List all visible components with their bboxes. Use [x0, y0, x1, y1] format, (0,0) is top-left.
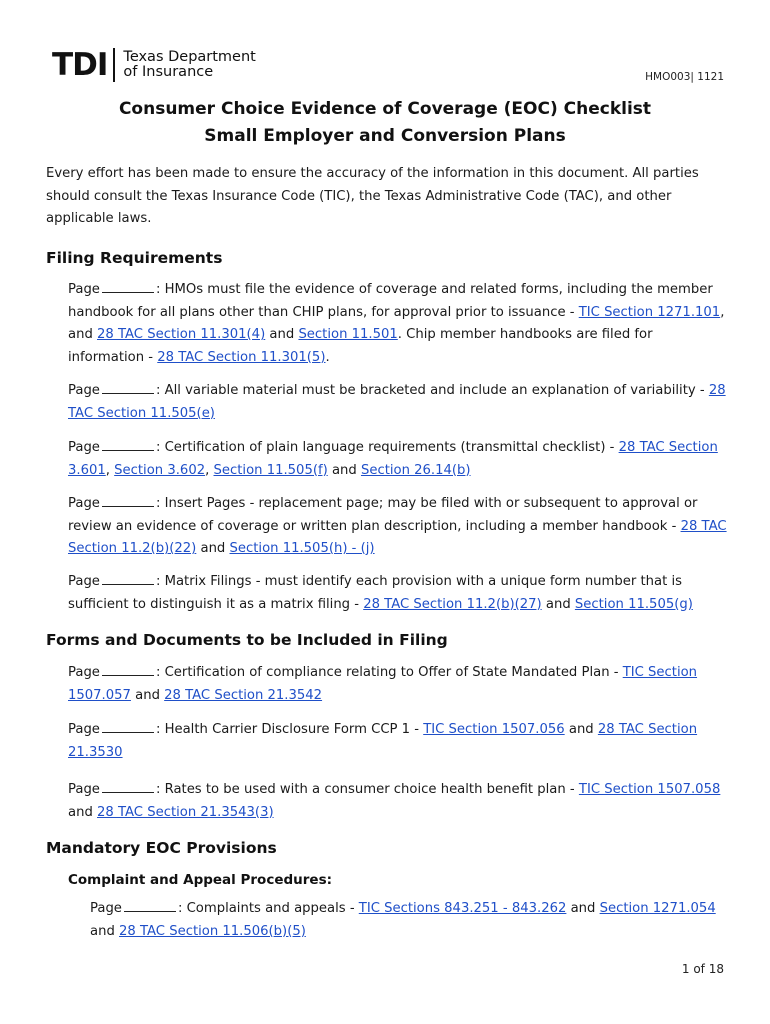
document-title — [0, 96, 770, 150]
title-line-1: Consumer Choice Evidence of Coverage (EOC) Checklist — [118, 99, 652, 119]
intro-paragraph: Every effort has been made to ensure the accuracy of the information in this document. All parties should consult the Texas Insurance Code (TIC), the Texas Administrative Code (TAC), and other applicable laws. — [46, 166, 699, 226]
page-label: Page — [68, 496, 100, 511]
item-text: , — [205, 462, 214, 478]
reference-link[interactable]: 28 TAC Section 11.505(e) — [68, 383, 726, 421]
page-blank[interactable] — [102, 572, 154, 585]
reference-link[interactable]: 28 TAC Section 21.3542 — [164, 687, 323, 703]
section-heading-mandatory: Mandatory EOC Provisions — [46, 839, 277, 857]
logo-divider — [113, 48, 115, 82]
page-blank[interactable] — [102, 663, 154, 676]
item-text: . Chip member handbooks are filed for information - — [68, 327, 653, 365]
reference-link[interactable]: TIC Section 1507.058 — [578, 782, 721, 797]
page-blank[interactable] — [102, 780, 154, 793]
logo-line-1: Texas Department — [123, 49, 256, 65]
reference-link[interactable]: 28 TAC Section 11.2(b)(27) — [363, 596, 542, 612]
reference-link[interactable]: 28 TAC Section 11.301(5) — [157, 349, 326, 365]
page-blank[interactable] — [102, 720, 154, 733]
reference-link[interactable]: TIC Section 1507.057 — [68, 665, 698, 703]
reference-link[interactable]: TIC Sections 843.251 - 843.262 — [358, 901, 567, 916]
logo-line-2: of Insurance — [123, 64, 214, 80]
item-text: and — [564, 722, 598, 737]
reference-link[interactable]: TIC Section 1507.056 — [423, 722, 565, 737]
checklist-item — [68, 380, 728, 425]
reference-link[interactable]: Section 11.505(h) - (j) — [229, 541, 375, 556]
item-text: : Rates to be used with a consumer choice health benefit plan - — [155, 782, 579, 797]
reference-link[interactable]: 28 TAC Section 21.3530 — [68, 722, 698, 760]
item-text: : Matrix Filings - must identify each provision with a unique form number that is sufficient to distinguish it as a matrix filing - — [68, 574, 682, 612]
item-text: and — [265, 327, 299, 342]
page-number: 1 of 18 — [681, 962, 724, 976]
subheading-complaints: Complaint and Appeal Procedures: — [68, 872, 333, 888]
reference-link[interactable]: 28 TAC Section 3.601 — [68, 440, 718, 478]
reference-link[interactable]: TIC Section 1271.101 — [578, 304, 721, 320]
checklist-item — [68, 779, 728, 824]
item-text: , — [105, 462, 115, 478]
item-text: : Complaints and appeals - — [177, 901, 359, 916]
reference-link[interactable]: 28 TAC Section 21.3543(3) — [97, 804, 274, 820]
reference-link[interactable]: Section 3.602 — [114, 462, 206, 478]
logo-agency-name — [123, 50, 255, 80]
item-text: : Certification of compliance relating to Offer of State Mandated Plan - — [155, 665, 623, 680]
section-heading-filing: Filing Requirements — [46, 249, 223, 267]
reference-link[interactable]: 28 TAC Section 11.2(b)(22) — [68, 518, 727, 556]
page-label: Page — [68, 665, 100, 680]
checklist-item — [68, 279, 728, 369]
item-text: : All variable material must be bracketed and include an explanation of variability - — [155, 383, 709, 398]
item-text: : HMOs must file the evidence of coverage and related forms, including the member handbook for all plans other than CHIP plans, for approval prior to issuance - — [68, 282, 713, 320]
item-text: , and — [68, 304, 725, 342]
page-label: Page — [68, 574, 100, 589]
reference-link[interactable]: Section 11.505(g) — [574, 596, 693, 612]
item-text: : Health Carrier Disclosure Form CCP 1 - — [155, 722, 424, 737]
title-line-2: Small Employer and Conversion Plans — [204, 126, 566, 146]
reference-link[interactable]: 28 TAC Section 11.301(4) — [97, 327, 266, 342]
page-label: Page — [68, 782, 100, 797]
page-label: Page — [90, 901, 122, 916]
checklist-item — [68, 662, 728, 707]
item-text: and — [130, 687, 165, 703]
reference-link[interactable]: 28 TAC Section 11.506(b)(5) — [119, 923, 306, 939]
item-text: : Insert Pages - replacement page; may be filed with or subsequent to approval or review an evidence of coverage or written plan description, including a member handbook - — [68, 496, 698, 534]
item-text: and — [327, 462, 361, 478]
checklist-item — [68, 571, 728, 616]
checklist-item — [90, 898, 728, 943]
page-label: Page — [68, 282, 100, 297]
page-blank[interactable] — [102, 280, 154, 293]
page-label: Page — [68, 722, 100, 737]
page-label: Page — [68, 440, 100, 455]
item-text: . — [325, 349, 330, 365]
page-blank[interactable] — [102, 438, 154, 451]
page-blank[interactable] — [124, 899, 176, 912]
reference-link[interactable]: Section 11.501 — [298, 327, 398, 342]
checklist-item — [68, 437, 728, 482]
reference-link[interactable]: Section 1271.054 — [599, 901, 716, 916]
page-blank[interactable] — [102, 494, 154, 507]
item-text: and — [541, 596, 575, 612]
page-label: Page — [68, 383, 100, 398]
page-blank[interactable] — [102, 381, 154, 394]
reference-link[interactable]: Section 11.505(f) — [213, 462, 328, 478]
item-text: and — [196, 541, 230, 556]
logo-mark: TDI — [52, 47, 108, 83]
item-text: : Certification of plain language requirements (transmittal checklist) - — [155, 440, 619, 455]
section-heading-forms: Forms and Documents to be Included in Filing — [46, 631, 448, 649]
tdi-logo — [52, 47, 256, 83]
reference-link[interactable]: Section 26.14(b) — [360, 462, 471, 478]
item-text: and — [90, 923, 120, 939]
checklist-item — [68, 719, 728, 764]
item-text: and — [566, 901, 600, 916]
form-code: HMO003| 1121 — [645, 71, 724, 83]
item-text: and — [68, 804, 98, 820]
checklist-item — [68, 493, 728, 561]
